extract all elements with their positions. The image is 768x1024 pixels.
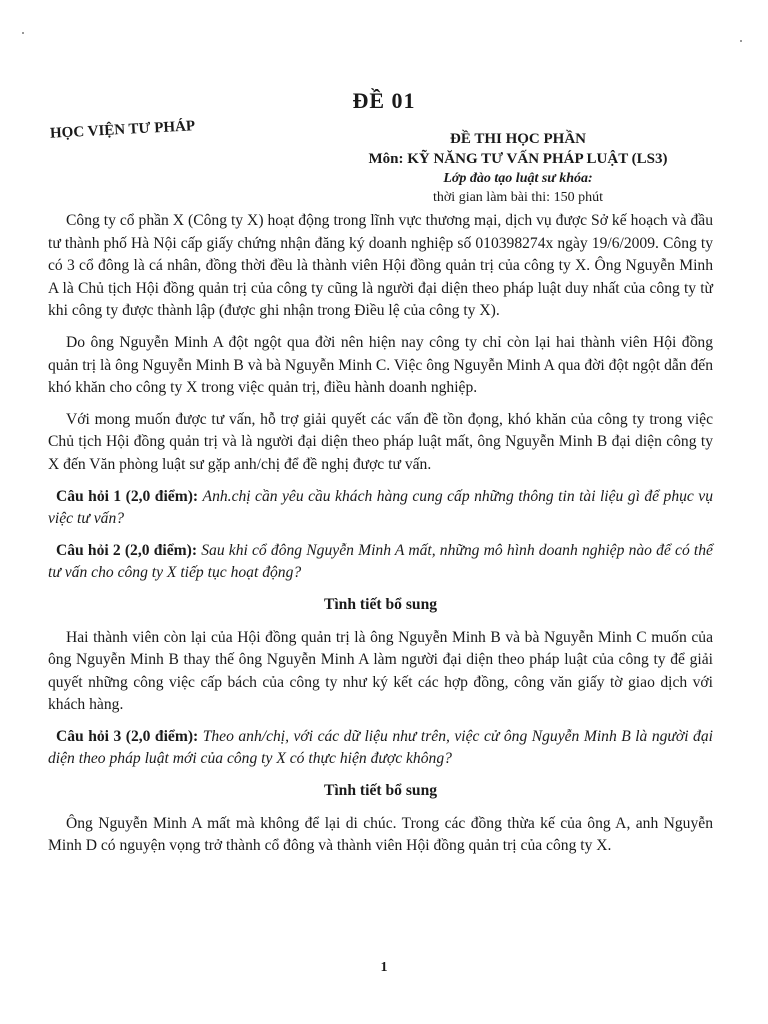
scan-speck bbox=[22, 32, 24, 34]
exam-title: ĐỀ THI HỌC PHẦN bbox=[450, 131, 586, 147]
page-number: 1 bbox=[380, 960, 388, 975]
exam-code: ĐỀ 01 bbox=[352, 88, 416, 113]
exam-body bbox=[48, 210, 713, 867]
paragraph-supplement-1: Hai thành viên còn lại của Hội đồng quản trị là ông Nguyễn Minh B và bà Nguyễn Minh C muốn của ông Nguyễn Minh B thay thế ông Nguyễn Minh A làm người đại diện theo pháp luật của công ty để giải quyết những công việc cấp bách của công ty như ký kết các hợp đồng, công văn giấy tờ giao dịch với khách hàng. bbox=[48, 628, 713, 714]
scan-speck bbox=[740, 40, 742, 42]
exam-class: Lớp đào tạo luật sư khóa: bbox=[443, 171, 593, 186]
question-1-label: Câu hỏi 1 (2,0 điểm): bbox=[56, 487, 199, 505]
question-3-text: Theo anh/chị, với các dữ liệu như trên, việc cử ông Nguyễn Minh B là người đại diện theo pháp luật mới của công ty X có thực hiện được không? bbox=[48, 727, 713, 768]
paragraph-intro: Công ty cổ phần X (Công ty X) hoạt động trong lĩnh vực thương mại, dịch vụ được Sở kế hoạch và đầu tư thành phố Hà Nội cấp giấy chứng nhận đăng ký doanh nghiệp số 010398274x ngày 19/6/2009. Công ty có 3 cổ đông là cá nhân, đồng thời đều là thành viên Hội đồng quản trị của công ty X. Ông Nguyễn Minh A là Chủ tịch Hội đồng quản trị của công ty cũng là người đại diện theo pháp luật duy nhất của công ty từ khi công ty được thành lập (được ghi nhận trong Điều lệ của công ty X). bbox=[48, 212, 713, 320]
question-2 bbox=[48, 540, 713, 585]
question-3-label: Câu hỏi 3 (2,0 điểm): bbox=[56, 727, 199, 745]
paragraph-supplement-2: Ông Nguyễn Minh A mất mà không để lại di chúc. Trong các đồng thừa kế của ông A, anh Nguyễn Minh D có nguyện vọng trở thành cổ đông và thành viên Hội đồng quản trị của công ty X. bbox=[48, 814, 713, 855]
section-title-1: Tình tiết bổ sung bbox=[323, 595, 438, 613]
institute-name: HỌC VIỆN TƯ PHÁP bbox=[49, 118, 196, 142]
question-1-text: Anh.chị cần yêu cầu khách hàng cung cấp những thông tin tài liệu gì để phục vụ việc tư vấn? bbox=[48, 487, 713, 528]
question-2-text: Sau khi cổ đông Nguyễn Minh A mất, những mô hình doanh nghiệp nào để có thể tư vấn cho công ty X tiếp tục hoạt động? bbox=[48, 541, 713, 582]
question-1 bbox=[48, 486, 713, 531]
exam-header bbox=[318, 130, 718, 207]
exam-subject: Môn: KỸ NĂNG TƯ VẤN PHÁP LUẬT (LS3) bbox=[368, 151, 668, 167]
paragraph-request: Với mong muốn được tư vấn, hỗ trợ giải quyết các vấn đề tồn đọng, khó khăn của công ty trong việc Chủ tịch Hội đồng quản trị và là người đại diện theo pháp luật mất, ông Nguyễn Minh B đại diện công ty X đến Văn phòng luật sư gặp anh/chị để đề nghị được tư vấn. bbox=[48, 410, 713, 473]
question-2-label: Câu hỏi 2 (2,0 điểm): bbox=[56, 541, 198, 559]
question-3 bbox=[48, 726, 713, 771]
section-title-2: Tình tiết bổ sung bbox=[323, 782, 438, 800]
exam-time-limit: thời gian làm bài thi: 150 phút bbox=[433, 190, 603, 205]
paragraph-situation: Do ông Nguyễn Minh A đột ngột qua đời nên hiện nay công ty chỉ còn lại hai thành viên Hội đồng quản trị là ông Nguyễn Minh B và bà Nguyễn Minh C. Việc ông Nguyễn Minh A qua đời đột ngột dẫn đến khó khăn cho công ty X trong việc quản trị, điều hành doanh nghiệp. bbox=[48, 333, 713, 397]
